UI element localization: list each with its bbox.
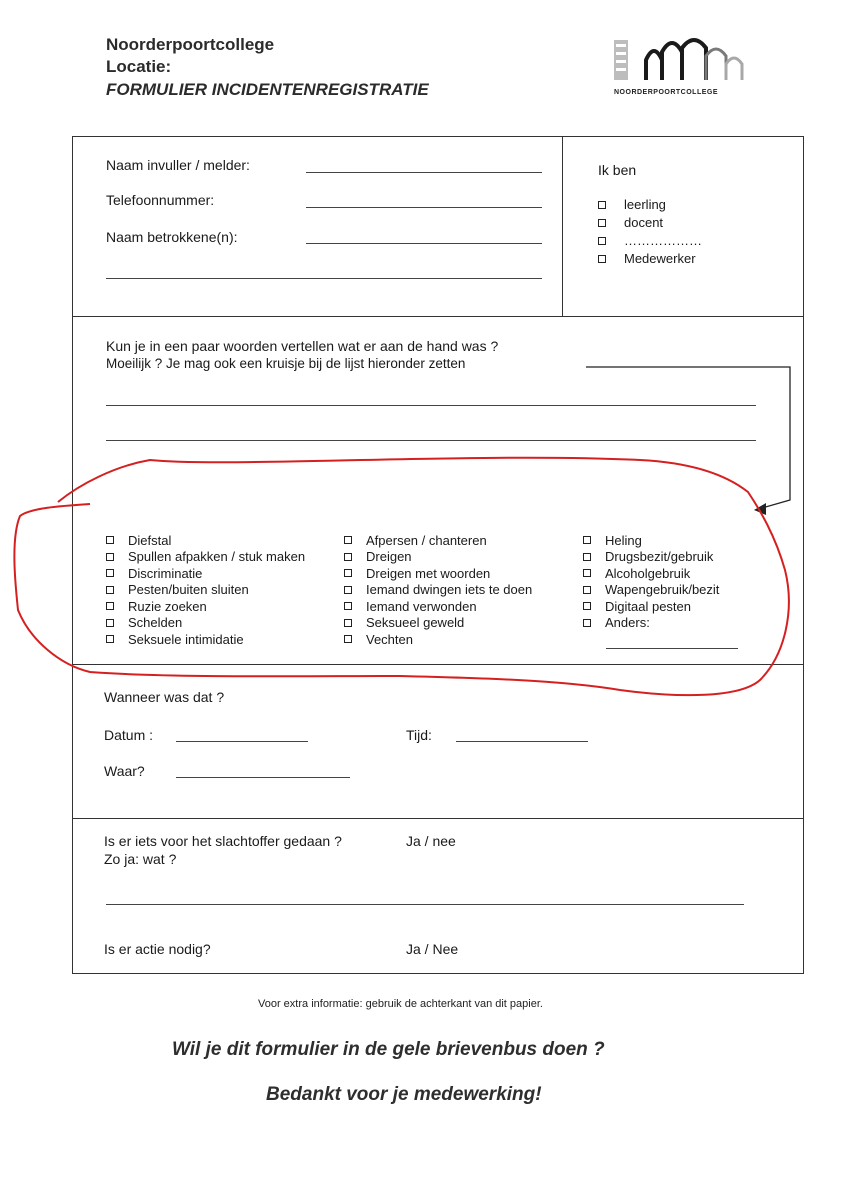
incident-option-label: Schelden (128, 615, 183, 631)
date-line[interactable] (176, 741, 308, 742)
incident-option-label: Pesten/buiten sluiten (128, 582, 249, 598)
field-involved-label: Naam betrokkene(n): (106, 229, 238, 245)
incident-option-label: Discriminatie (128, 565, 203, 581)
role-employee[interactable] (598, 251, 696, 266)
incident-option-label: Alcoholgebruik (605, 565, 691, 581)
logo-text: NOORDERPOORTCOLLEGE (614, 89, 719, 96)
incident-option-label: Afpersen / chanteren (366, 532, 487, 548)
location-label: Locatie: (106, 57, 172, 76)
extra-info-note: Voor extra informatie: gebruik de achterkant van dit papier. (258, 998, 543, 1010)
victim-help-followup: Zo ja: wat ? (104, 851, 177, 867)
incident-option-label: Spullen afpakken / stuk maken (128, 549, 306, 565)
incident-option-label: Heling (605, 532, 642, 548)
divider-3 (72, 818, 804, 819)
incident-question: Kun je in een paar woorden vertellen wat er aan de hand was ? (106, 338, 499, 354)
incident-option-label: Diefstal (128, 532, 172, 548)
victim-help-line[interactable] (106, 904, 744, 905)
victim-help-question: Is er iets voor het slachtoffer gedaan ? (104, 833, 342, 849)
mailbox-instruction: Wil je dit formulier in de gele brievenbus doen ? (172, 1039, 605, 1060)
role-other[interactable] (598, 233, 702, 248)
incident-option-label: Vechten (366, 631, 413, 647)
role-teacher[interactable] (598, 215, 663, 230)
role-label: Medewerker (624, 251, 696, 266)
checkbox-icon[interactable] (598, 219, 606, 227)
role-label: docent (624, 215, 664, 230)
where-line[interactable] (176, 777, 350, 778)
logo-arches-icon (610, 34, 750, 90)
incident-hint: Moeilijk ? Je mag ook een kruisje bij de lijst hieronder zetten (106, 356, 466, 371)
time-label: Tijd: (406, 727, 432, 743)
role-label: leerling (624, 197, 666, 212)
incident-option-label: Wapengebruik/bezit (605, 582, 720, 598)
incident-option-label: Ruzie zoeken (128, 598, 207, 614)
when-title: Wanneer was dat ? (104, 689, 225, 705)
divider-1 (72, 316, 804, 317)
field-involved-line[interactable] (306, 243, 542, 244)
where-label: Waar? (104, 763, 145, 779)
incident-option-label: Drugsbezit/gebruik (605, 549, 714, 565)
checkbox-icon[interactable] (598, 201, 606, 209)
school-logo (610, 34, 750, 100)
divider-roles (562, 136, 563, 316)
incident-option-label: Iemand dwingen iets te doen (366, 582, 533, 598)
field-reporter-name-line[interactable] (306, 172, 542, 173)
incident-option-label: Seksueel geweld (366, 615, 465, 631)
field-phone-line[interactable] (306, 207, 542, 208)
incident-option-label: Iemand verwonden (366, 598, 477, 614)
role-student[interactable] (598, 197, 666, 212)
incident-option-label: Digitaal pesten (605, 598, 691, 614)
field-phone-label: Telefoonnummer: (106, 192, 215, 208)
field-reporter-name-label: Naam invuller / melder: (106, 157, 250, 173)
thanks-message: Bedankt voor je medewerking! (266, 1084, 542, 1105)
action-needed-question: Is er actie nodig? (104, 941, 211, 957)
checkbox-icon[interactable] (598, 255, 606, 263)
role-title: Ik ben (598, 162, 637, 178)
incident-option-label: Dreigen met woorden (366, 565, 491, 581)
date-label: Datum : (104, 727, 154, 743)
red-annotation-loop-icon (0, 440, 851, 710)
time-line[interactable] (456, 741, 588, 742)
incident-option-label: Anders: (605, 615, 650, 631)
checkbox-icon[interactable] (598, 237, 606, 245)
form-title: FORMULIER INCIDENTENREGISTRATIE (106, 80, 429, 99)
field-involved-line-2[interactable] (106, 278, 542, 279)
school-name: Noorderpoortcollege (106, 35, 275, 54)
incident-option-label: Dreigen (366, 549, 412, 565)
victim-help-answer[interactable]: Ja / nee (406, 833, 456, 849)
role-label: ……………… (624, 233, 702, 248)
action-needed-answer[interactable]: Ja / Nee (406, 941, 459, 957)
incident-option-label: Seksuele intimidatie (128, 631, 244, 647)
